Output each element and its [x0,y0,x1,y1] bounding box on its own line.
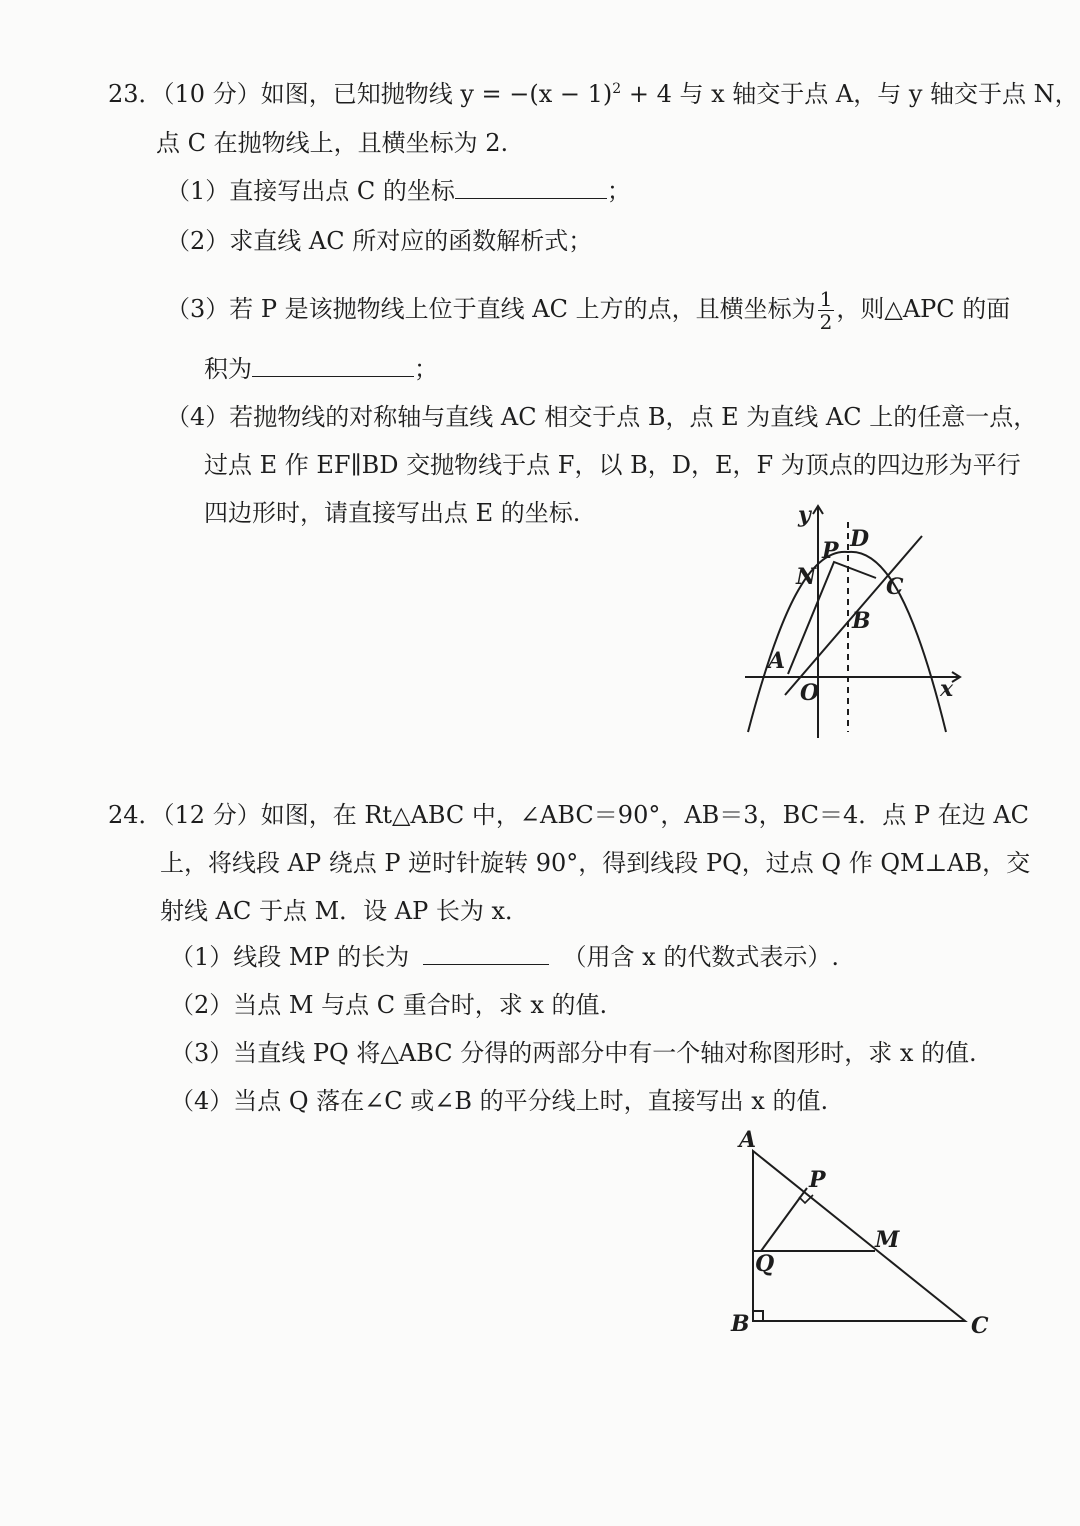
q24-part-1-text: （1）线段 MP 的长为 [170,943,410,971]
label-a: A [768,648,786,674]
label-x: x [940,676,954,702]
fraction-numerator: 1 [819,287,833,311]
q23-part-1-end: ； [606,177,631,205]
q24-answer-blank-1[interactable] [423,942,549,965]
label-c: C [886,574,904,600]
q23-line-2: 点 C 在抛物线上，且横坐标为 2. [156,129,509,157]
q23-line-1 [108,74,1079,109]
q23-part-3-text-a: （3）若 P 是该抛物线上位于直线 AC 上方的点，且横坐标为 [166,295,816,323]
q23-exponent: 2 [612,81,622,97]
q23-answer-blank-3[interactable] [252,354,414,377]
label-q: Q [755,1251,775,1277]
right-triangle-figure [725,1125,995,1345]
q23-part-2: （2）求直线 AC 所对应的函数解析式； [166,227,593,255]
label-p: P [809,1167,826,1193]
label-b: B [852,608,871,634]
q23-part-1 [166,176,631,206]
q23-part-3-cont [204,354,438,384]
label-m: M [875,1227,900,1253]
triangle-abc [753,1151,965,1321]
q24-part-4: （4）当点 Q 落在∠C 或∠B 的平分线上时，直接写出 x 的值. [170,1087,829,1115]
q23-stem-b: + 4 与 x 轴交于点 A，与 y 轴交于点 N， [621,80,1079,108]
right-angle-b [753,1311,763,1321]
q23-part-4: （4）若抛物线的对称轴与直线 AC 相交于点 B，点 E 为直线 AC 上的任意一点， [166,403,1038,431]
label-y: y [798,502,811,528]
q23-answer-blank-1[interactable] [455,176,607,199]
q24-line-2: 上，将线段 AP 绕点 P 逆时针旋转 90°，得到线段 PQ，过点 Q 作 QM⊥AB，交 [160,849,1031,877]
q23-part-3-end: ； [414,355,438,383]
q24-part-1 [170,942,839,972]
q24-part-2: （2）当点 M 与点 C 重合时，求 x 的值. [170,991,608,1019]
label-c: C [971,1313,989,1339]
label-d: D [850,526,870,552]
one-half-fraction [818,288,835,333]
q24-line-3: 射线 AC 于点 M．设 AP 长为 x． [160,897,530,925]
parabola-figure [740,500,970,745]
q24-part-3: （3）当直线 PQ 将△ABC 分得的两部分中有一个轴对称图形时，求 x 的值. [170,1039,977,1067]
q24-line-1: 24．（12 分）如图，在 Rt△ABC 中，∠ABC＝90°，AB＝3，BC＝4．点 P 在边 AC [108,801,1030,829]
fraction-denominator: 2 [819,310,833,334]
label-b: B [731,1311,750,1337]
label-n: N [796,564,817,590]
label-o: O [800,680,820,706]
label-p: P [822,538,839,564]
q23-part-4-line-3: 四边形时，请直接写出点 E 的坐标. [204,499,581,527]
label-a: A [739,1127,757,1153]
q23-part-3 [166,288,1010,333]
q23-part-3-text-b: ，则△APC 的面 [836,295,1011,323]
q24-part-1-end: （用含 x 的代数式表示）. [562,943,839,971]
q23-part-3-text-c: 积为 [204,355,252,383]
q23-part-1-text: （1）直接写出点 C 的坐标 [166,177,455,205]
q23-part-4-line-2: 过点 E 作 EF∥BD 交抛物线于点 F，以 B，D，E，F 为顶点的四边形为平行 [204,451,1021,479]
q23-stem-a: 23．（10 分）如图，已知抛物线 y = −(x − 1) [108,80,613,108]
